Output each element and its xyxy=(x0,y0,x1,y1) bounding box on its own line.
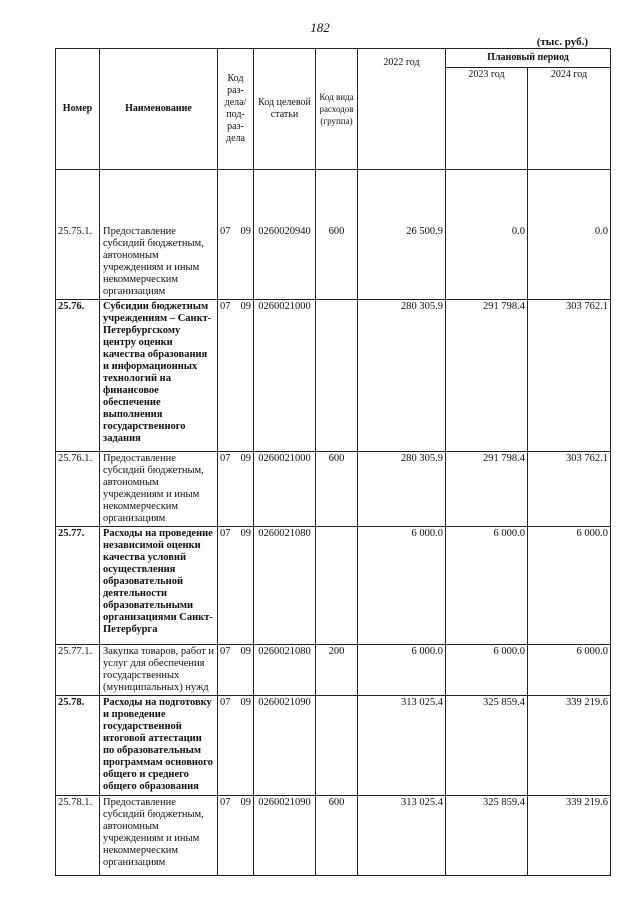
row-podrazdel: 09 xyxy=(240,797,251,808)
table-row xyxy=(56,300,611,452)
row-section-code xyxy=(218,796,254,876)
row-podrazdel: 09 xyxy=(240,528,251,539)
row-razdel: 07 xyxy=(220,528,231,539)
row-value-2023: 6 000.0 xyxy=(446,527,528,645)
header-2022: 2022 год xyxy=(358,49,446,170)
header-section: Код раз-дела/ под-раз-дела xyxy=(218,49,254,170)
row-value-2023: 325 859.4 xyxy=(446,796,528,876)
budget-table-wrapper xyxy=(55,48,610,876)
row-podrazdel: 09 xyxy=(240,301,251,312)
row-value-2023: 0.0 xyxy=(446,170,528,300)
row-name: Расходы на подготовку и проведение государственной итоговой аттестации по образовательным программам основного общего и среднего общего образования xyxy=(100,696,218,796)
row-number: 25.78.1. xyxy=(56,796,100,876)
row-value-2024: 6 000.0 xyxy=(528,527,611,645)
table-row xyxy=(56,796,611,876)
row-value-2022: 26 500.9 xyxy=(358,170,446,300)
row-name: Предоставление субсидий бюджетным, автономным учреждениям и иным некоммерческим организациям xyxy=(100,170,218,300)
row-value-2023: 325 859.4 xyxy=(446,696,528,796)
row-value-2024: 6 000.0 xyxy=(528,645,611,696)
row-value-2024: 339 219.6 xyxy=(528,796,611,876)
row-expense-code: 600 xyxy=(316,452,358,527)
row-value-2024: 339 219.6 xyxy=(528,696,611,796)
row-target-code: 0260021080 xyxy=(254,645,316,696)
row-name: Субсидии бюджетным учреждениям – Санкт-Петербургскому центру оценки качества образования и информационных технологий на финансовое обеспечение выполнения государственного задания xyxy=(100,300,218,452)
header-expense: Код вида расходов (группа) xyxy=(316,49,358,170)
table-row xyxy=(56,645,611,696)
row-value-2024: 303 762.1 xyxy=(528,300,611,452)
table-row xyxy=(56,696,611,796)
row-target-code: 0260021090 xyxy=(254,796,316,876)
row-name: Расходы на проведение независимой оценки качества условий осуществления образовательной деятельности образовательными организациями Санкт-Петербурга xyxy=(100,527,218,645)
units-label: (тыс. руб.) xyxy=(536,36,588,48)
row-expense-code: 600 xyxy=(316,796,358,876)
row-target-code: 0260021000 xyxy=(254,452,316,527)
row-target-code: 0260021090 xyxy=(254,696,316,796)
row-value-2022: 6 000.0 xyxy=(358,527,446,645)
row-number: 25.78. xyxy=(56,696,100,796)
row-value-2023: 291 798.4 xyxy=(446,452,528,527)
row-podrazdel: 09 xyxy=(240,226,251,237)
row-value-2022: 280 305.9 xyxy=(358,300,446,452)
row-target-code: 0260021080 xyxy=(254,527,316,645)
row-value-2023: 6 000.0 xyxy=(446,645,528,696)
header-2024: 2024 год xyxy=(528,68,611,170)
page-number: 182 xyxy=(310,20,330,35)
row-value-2023: 291 798.4 xyxy=(446,300,528,452)
row-value-2022: 313 025.4 xyxy=(358,796,446,876)
row-razdel: 07 xyxy=(220,697,231,708)
row-podrazdel: 09 xyxy=(240,453,251,464)
row-name: Предоставление субсидий бюджетным, автономным учреждениям и иным некоммерческим организациям xyxy=(100,452,218,527)
row-expense-code: 600 xyxy=(316,170,358,300)
row-value-2024: 0.0 xyxy=(528,170,611,300)
row-section-code xyxy=(218,300,254,452)
row-value-2024: 303 762.1 xyxy=(528,452,611,527)
row-razdel: 07 xyxy=(220,797,231,808)
row-razdel: 07 xyxy=(220,226,231,237)
row-expense-code xyxy=(316,696,358,796)
row-podrazdel: 09 xyxy=(240,697,251,708)
row-expense-code xyxy=(316,300,358,452)
row-expense-code xyxy=(316,527,358,645)
row-number: 25.76. xyxy=(56,300,100,452)
row-section-code xyxy=(218,696,254,796)
row-target-code: 0260020940 xyxy=(254,170,316,300)
header-name: Наименование xyxy=(100,49,218,170)
header-2023: 2023 год xyxy=(446,68,528,170)
row-razdel: 07 xyxy=(220,646,231,657)
row-number: 25.75.1. xyxy=(56,170,100,300)
row-name: Предоставление субсидий бюджетным, автономным учреждениям и иным некоммерческим организациям xyxy=(100,796,218,876)
row-section-code xyxy=(218,170,254,300)
row-number: 25.77. xyxy=(56,527,100,645)
row-section-code xyxy=(218,645,254,696)
table-row xyxy=(56,170,611,300)
row-name: Закупка товаров, работ и услуг для обеспечения государственных (муниципальных) нужд xyxy=(100,645,218,696)
row-razdel: 07 xyxy=(220,453,231,464)
row-razdel: 07 xyxy=(220,301,231,312)
table-body xyxy=(56,170,611,876)
row-value-2022: 313 025.4 xyxy=(358,696,446,796)
header-number: Номер xyxy=(56,49,100,170)
header-target: Код целевой статьи xyxy=(254,49,316,170)
row-value-2022: 280 305.9 xyxy=(358,452,446,527)
budget-table xyxy=(55,48,611,876)
row-number: 25.76.1. xyxy=(56,452,100,527)
row-podrazdel: 09 xyxy=(240,646,251,657)
row-section-code xyxy=(218,452,254,527)
header-planning: Плановый период xyxy=(446,49,611,68)
row-number: 25.77.1. xyxy=(56,645,100,696)
table-row xyxy=(56,527,611,645)
table-row xyxy=(56,452,611,527)
row-value-2022: 6 000.0 xyxy=(358,645,446,696)
row-target-code: 0260021000 xyxy=(254,300,316,452)
row-expense-code: 200 xyxy=(316,645,358,696)
row-section-code xyxy=(218,527,254,645)
